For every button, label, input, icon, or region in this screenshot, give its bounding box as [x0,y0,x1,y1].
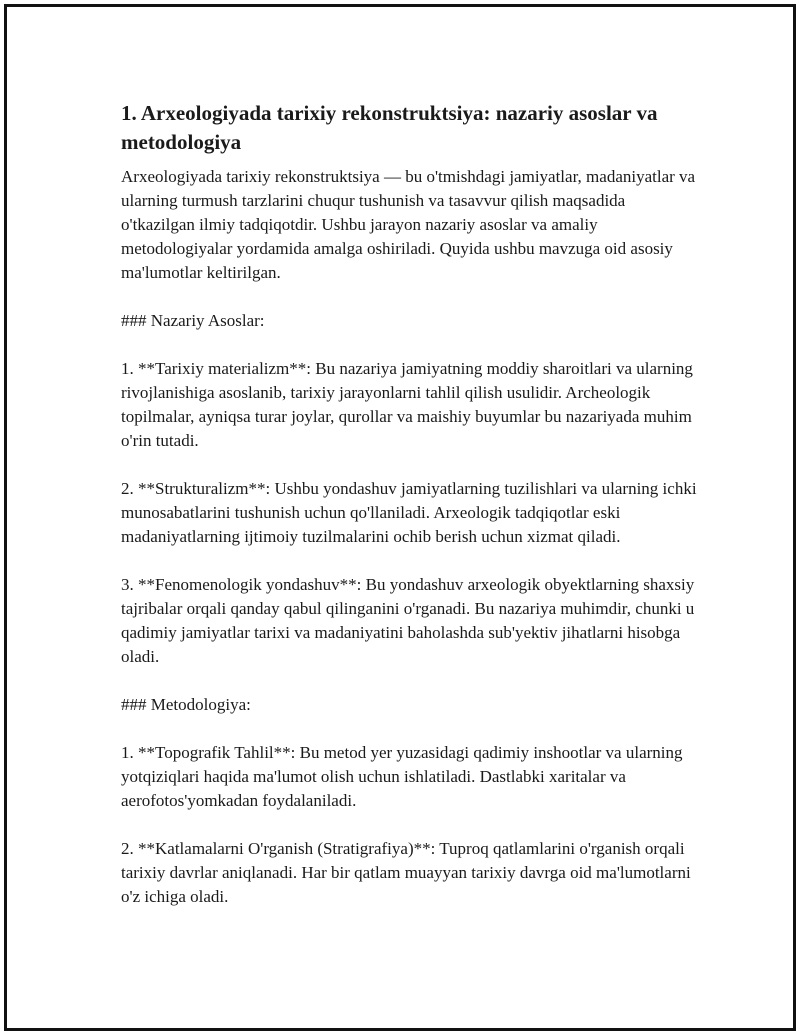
section-heading-methodology: ### Metodologiya: [121,695,251,714]
page-frame [4,4,796,1031]
section-heading-theory: ### Nazariy Asoslar: [121,311,265,330]
document-body [121,99,701,933]
method-item-2: 2. **Katlamalarni O'rganish (Stratigrafiya)**: Tuproq qatlamlarini o'rganish orqali tarixiy davrlar aniqlanadi. Har bir qatlam muayyan tarixiy davrga oid ma'lumotlarni o'z ichiga oladi. [121,839,691,906]
document-title: 1. Arxeologiyada tarixiy rekonstruktsiya: nazariy asoslar va metodologiya [121,101,658,154]
theory-item-1: 1. **Tarixiy materializm**: Bu nazariya jamiyatning moddiy sharoitlari va ularning rivojlanishiga asoslanib, tarixiy jarayonlarni tahlil qilish usulidir. Archeologik topilmalar, ayniqsa turar joylar, qurollar va maishiy buyumlar bu nazariyada muhim o'rin tutadi. [121,359,693,450]
theory-item-3: 3. **Fenomenologik yondashuv**: Bu yondashuv arxeologik obyektlarning shaxsiy tajribalar orqali qanday qabul qilinganini o'rganadi. Bu nazariya muhimdir, chunki u qadimiy jamiyatlar tarixi va madaniyatini baholashda sub'yektiv jihatlarni hisobga oladi. [121,575,695,666]
intro-paragraph: Arxeologiyada tarixiy rekonstruktsiya — bu o'tmishdagi jamiyatlar, madaniyatlar va ularning turmush tarzlarini chuqur tushunish va tasavvur qilish maqsadida o'tkazilgan ilmiy tadqiqotdir. Ushbu jarayon nazariy asoslar va amaliy metodologiyalar yordamida amalga oshiriladi. Quyida ushbu mavzuga oid asosiy ma'lumotlar keltirilgan. [121,167,696,282]
method-item-1: 1. **Topografik Tahlil**: Bu metod yer yuzasidagi qadimiy inshootlar va ularning yotqiziqlari haqida ma'lumot olish uchun ishlatiladi. Dastlabki xaritalar va aerofotos'yomkadan foydalaniladi. [121,743,683,810]
theory-item-2: 2. **Strukturalizm**: Ushbu yondashuv jamiyatlarning tuzilishlari va ularning ichki munosabatlarini tushunish uchun qo'llaniladi. Arxeologik tadqiqotlar eski madaniyatlarning ijtimoiy tuzilmalarini ochib berish uchun xizmat qiladi. [121,479,697,546]
